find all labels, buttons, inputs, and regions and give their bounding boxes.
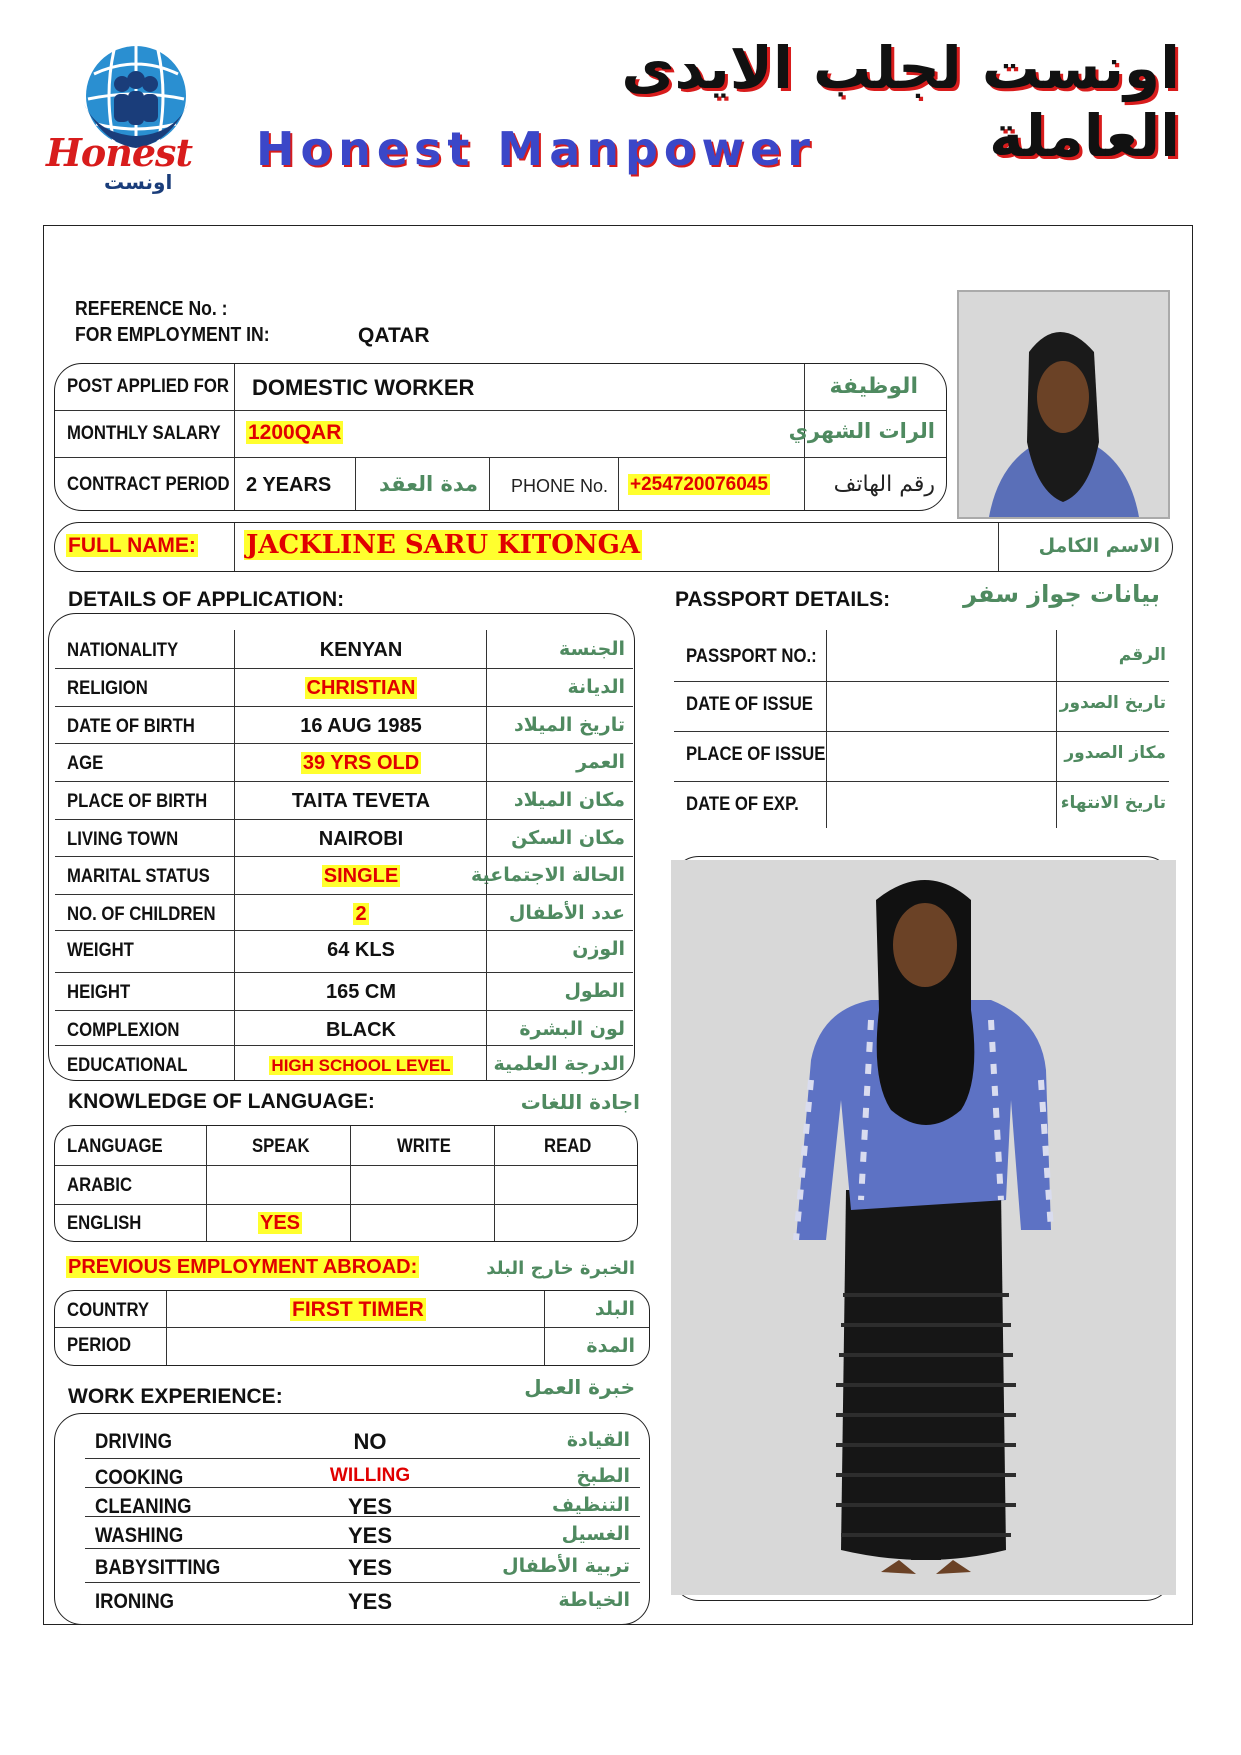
language-arabic: ARABIC bbox=[67, 1175, 133, 1196]
detail-value: 64 KLS bbox=[327, 939, 395, 961]
work-value: WILLING bbox=[329, 1465, 411, 1486]
work-experience-title: WORK EXPERIENCE: bbox=[68, 1385, 283, 1408]
detail-value: HIGH SCHOOL LEVEL bbox=[271, 1056, 451, 1075]
detail-label-complexion: COMPLEXION bbox=[67, 1020, 180, 1041]
post-applied-label: POST APPLIED FOR bbox=[67, 376, 229, 397]
detail-label-marital-status: MARITAL STATUS bbox=[67, 866, 210, 887]
work-arabic: الخياطة bbox=[558, 1589, 630, 1611]
passport-arabic: تاريخ الصدور bbox=[1059, 693, 1166, 713]
work-value: YES bbox=[347, 1589, 393, 1614]
detail-value: SINGLE bbox=[323, 865, 399, 887]
phone-value: +254720076045 bbox=[630, 474, 768, 495]
detail-label-living-town: LIVING TOWN bbox=[67, 829, 179, 850]
language-header-language: LANGUAGE bbox=[67, 1136, 163, 1157]
detail-value-cell bbox=[236, 1019, 486, 1042]
work-value: YES bbox=[347, 1494, 393, 1519]
country-label: COUNTRY bbox=[67, 1300, 150, 1321]
detail-arabic: الوزن bbox=[572, 938, 625, 960]
passport-photo bbox=[957, 290, 1170, 519]
monthly-salary-value: 1200QAR bbox=[248, 421, 342, 444]
work-label: DRIVING bbox=[95, 1430, 173, 1453]
detail-value: 165 CM bbox=[325, 981, 397, 1003]
detail-value-cell bbox=[236, 981, 486, 1004]
work-experience-arabic: خبرة العمل bbox=[524, 1375, 635, 1399]
language-header-speak: SPEAK bbox=[252, 1136, 310, 1157]
detail-value-cell bbox=[236, 752, 486, 775]
detail-arabic: الجنسة bbox=[559, 638, 625, 660]
detail-value: NAIROBI bbox=[318, 828, 404, 850]
country-arabic: البلد bbox=[594, 1298, 635, 1320]
passport-title-arabic: بيانات جواز سفر bbox=[963, 580, 1160, 608]
full-name-label: FULL NAME: bbox=[68, 534, 196, 557]
phone-arabic: رقم الهاتف bbox=[833, 472, 935, 497]
detail-value-cell bbox=[236, 1056, 486, 1076]
work-label: IRONING bbox=[95, 1590, 175, 1613]
country-value: FIRST TIMER bbox=[292, 1298, 424, 1321]
work-label: CLEANING bbox=[95, 1495, 192, 1518]
detail-value: TAITA TEVETA bbox=[291, 790, 431, 812]
detail-arabic: مكان السكن bbox=[511, 827, 625, 849]
logo-text: Honest bbox=[46, 130, 192, 175]
period-arabic: المدة bbox=[586, 1335, 635, 1357]
detail-value: BLACK bbox=[326, 1019, 396, 1041]
contract-period-arabic: مدة العقد bbox=[378, 472, 478, 496]
logo-arabic-text: اونست bbox=[104, 170, 173, 194]
work-value: YES bbox=[347, 1523, 393, 1548]
detail-value: KENYAN bbox=[319, 639, 403, 661]
passport-label: DATE OF ISSUE bbox=[686, 694, 813, 715]
language-header-read: READ bbox=[544, 1136, 592, 1157]
detail-label-nationality: NATIONALITY bbox=[67, 640, 179, 661]
detail-arabic: الطول bbox=[564, 980, 625, 1002]
work-label: COOKING bbox=[95, 1466, 184, 1489]
detail-arabic: العمر bbox=[576, 751, 625, 773]
contract-period-value: 2 YEARS bbox=[246, 474, 332, 496]
employment-label: FOR EMPLOYMENT IN: bbox=[75, 324, 270, 346]
full-name-value: JACKLINE SARU KITONGA bbox=[246, 530, 641, 560]
previous-employment-title: PREVIOUS EMPLOYMENT ABROAD: bbox=[68, 1256, 418, 1278]
detail-label-height: HEIGHT bbox=[67, 982, 131, 1003]
detail-label-weight: WEIGHT bbox=[67, 940, 134, 961]
language-english: ENGLISH bbox=[67, 1213, 142, 1234]
detail-value: CHRISTIAN bbox=[306, 677, 416, 699]
contract-period-label: CONTRACT PERIOD bbox=[67, 474, 230, 495]
work-label: BABYSITTING bbox=[95, 1556, 221, 1579]
detail-arabic: عدد الأطفال bbox=[508, 902, 625, 924]
detail-label-religion: RELIGION bbox=[67, 678, 148, 699]
details-title: DETAILS OF APPLICATION bbox=[68, 588, 338, 611]
detail-value-cell bbox=[236, 939, 486, 962]
detail-arabic: الحالة الاجتماعية bbox=[471, 864, 625, 886]
work-arabic: الطبخ bbox=[576, 1465, 630, 1487]
detail-value: 39 YRS OLD bbox=[302, 752, 420, 774]
detail-value-cell bbox=[236, 903, 486, 926]
english-company-title: Honest Manpower bbox=[256, 122, 816, 176]
detail-label-date-of-birth: DATE OF BIRTH bbox=[67, 716, 195, 737]
period-label: PERIOD bbox=[67, 1335, 132, 1356]
detail-value-cell bbox=[236, 828, 486, 851]
work-value: YES bbox=[347, 1555, 393, 1580]
previous-employment-arabic: الخبرة خارج البلد bbox=[486, 1258, 635, 1279]
full-name-arabic: الاسم الكامل bbox=[1038, 535, 1160, 557]
language-title: KNOWLEDGE OF LANGUAGE: bbox=[68, 1090, 375, 1113]
detail-value-cell bbox=[236, 790, 486, 813]
phone-label: PHONE No. bbox=[511, 476, 609, 496]
detail-value-cell bbox=[236, 715, 486, 738]
passport-label: PASSPORT NO.: bbox=[686, 646, 817, 667]
arabic-company-title: اونست لجلب الايدى العاملة bbox=[621, 34, 1180, 170]
full-body-photo bbox=[671, 860, 1176, 1595]
english-speak-value: YES bbox=[260, 1212, 301, 1234]
detail-value: 2 bbox=[355, 903, 367, 925]
detail-value-cell bbox=[236, 865, 486, 888]
detail-arabic: الديانة bbox=[567, 676, 625, 698]
passport-arabic: الرقم bbox=[1118, 645, 1166, 665]
company-logo bbox=[44, 44, 224, 194]
detail-arabic: الدرجة العلمية bbox=[493, 1053, 625, 1075]
detail-value-cell bbox=[236, 677, 486, 700]
passport-label: DATE OF EXP. bbox=[686, 794, 799, 815]
post-applied-arabic: الوظيفة bbox=[829, 374, 918, 399]
work-value: NO bbox=[353, 1429, 387, 1454]
reference-label: REFERENCE No. : bbox=[75, 298, 228, 320]
language-title-arabic: اجادة اللغات bbox=[520, 1090, 640, 1114]
passport-arabic: تاريخ الانتهاء bbox=[1060, 793, 1166, 813]
work-arabic: القيادة bbox=[566, 1429, 630, 1451]
language-header-write: WRITE bbox=[397, 1136, 451, 1157]
detail-value-cell bbox=[236, 639, 486, 662]
work-arabic: الغسيل bbox=[561, 1523, 630, 1545]
detail-label-educational: EDUCATIONAL bbox=[67, 1055, 188, 1076]
detail-label-place-of-birth: PLACE OF BIRTH bbox=[67, 791, 208, 812]
work-arabic: التنظيف bbox=[551, 1494, 630, 1516]
monthly-salary-arabic: الرات الشهري bbox=[788, 419, 935, 443]
passport-label: PLACE OF ISSUE bbox=[686, 744, 826, 765]
passport-title: PASSPORT DETAILS: bbox=[675, 588, 891, 611]
detail-label-no-of-children: NO. OF CHILDREN bbox=[67, 904, 216, 925]
employment-country: QATAR bbox=[358, 324, 430, 347]
post-applied-value: DOMESTIC WORKER bbox=[252, 375, 475, 400]
detail-arabic: تاريخ الميلاد bbox=[514, 714, 625, 736]
passport-arabic: مكاز الصدور bbox=[1064, 743, 1166, 763]
detail-label-age: AGE bbox=[67, 753, 104, 774]
detail-arabic: لون البشرة bbox=[519, 1018, 625, 1040]
work-arabic: تربية الأطفال bbox=[502, 1555, 630, 1577]
monthly-salary-label: MONTHLY SALARY bbox=[67, 423, 221, 444]
work-label: WASHING bbox=[95, 1524, 184, 1547]
detail-arabic: مكان الميلاد bbox=[513, 789, 625, 811]
detail-value: 16 AUG 1985 bbox=[300, 715, 422, 737]
